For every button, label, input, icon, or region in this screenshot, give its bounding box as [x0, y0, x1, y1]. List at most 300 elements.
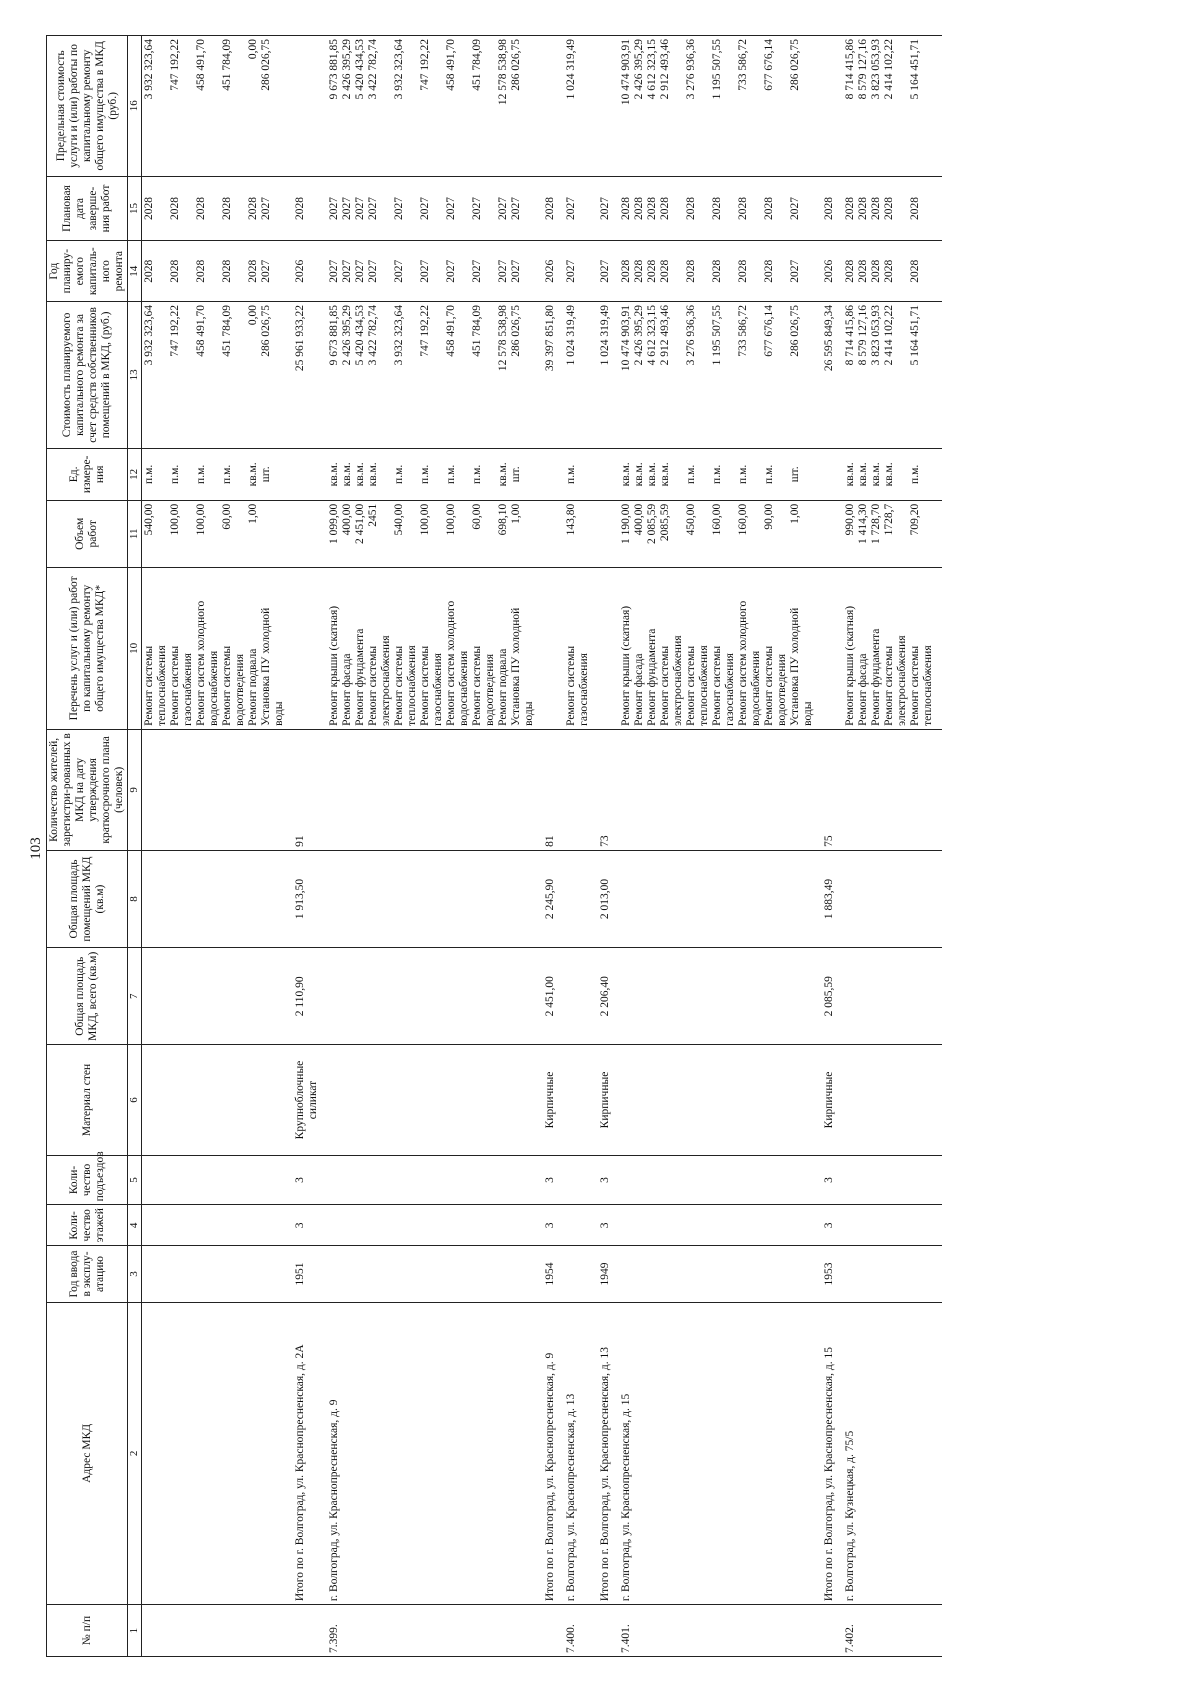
work-volume: 160,00	[711, 503, 723, 536]
work-cost: 1 024 319,49	[565, 304, 577, 366]
work-end-date: 2027	[354, 197, 366, 221]
column-header: Год планиру-емого капиталь-ного ремонта	[47, 241, 128, 302]
work-year: 2027	[497, 259, 509, 283]
work-limit: 677 676,14	[763, 39, 775, 91]
work-end-date: 2027	[789, 197, 801, 221]
work-cost: 747 192,22	[419, 304, 431, 357]
residents-count: 73	[599, 835, 611, 847]
work-cost: 2 912 493,46	[659, 304, 671, 366]
cell-col-12	[142, 448, 288, 500]
gap-cell	[936, 301, 942, 448]
work-limit: 1 024 319,49	[565, 39, 577, 100]
total-end-date: 2028	[544, 197, 556, 221]
cell-col-14	[293, 241, 321, 302]
work-name: Ремонт систем холодного	[195, 600, 207, 726]
address-block-row	[619, 36, 816, 1657]
column-number-row	[128, 36, 142, 1657]
column-header: Стоимость планируемого капитального ремонта за счет средств собственников помещений в МКД, (руб.)	[47, 301, 128, 448]
row-number: 7.399.	[328, 1624, 340, 1653]
column-number: 1	[128, 1605, 142, 1657]
work-cost: 0,00	[247, 304, 259, 326]
work-limit: 8 579 127,16	[857, 39, 869, 100]
cell-col-10	[327, 567, 537, 729]
cell-col-10	[543, 567, 558, 729]
gap-cell	[936, 850, 942, 947]
work-limit: 12 578 538,98	[497, 39, 509, 106]
work-end-date: 2028	[143, 197, 155, 221]
work-cost: 2 414 102,22	[883, 304, 895, 366]
cell-col-16	[293, 36, 321, 177]
cell-col-7	[564, 948, 592, 1045]
work-year: 2028	[221, 259, 233, 283]
cell-col-12	[619, 448, 816, 500]
row-number: 7.400.	[565, 1624, 577, 1653]
work-cost: 8 714 415,86	[844, 304, 856, 366]
cell-col-16	[598, 36, 613, 177]
work-name: воды	[523, 701, 535, 726]
cell-col-11	[564, 500, 592, 567]
work-year: 2027	[354, 259, 366, 283]
work-limit: 733 586,72	[737, 39, 749, 91]
cell-col-5	[619, 1155, 816, 1205]
work-unit: п.м.	[471, 464, 483, 484]
cell-col-7	[543, 948, 558, 1045]
work-year: 2028	[143, 259, 155, 283]
cell-col-15	[327, 176, 537, 241]
cell-col-7	[142, 948, 288, 1045]
cell-col-10	[843, 567, 936, 729]
residents-count: 75	[823, 835, 835, 847]
work-name: Ремонт фасада	[341, 653, 353, 726]
work-end-date: 2028	[620, 197, 632, 221]
work-limit: 3 823 053,93	[870, 39, 882, 100]
cell-col-8	[564, 850, 592, 947]
year-built: 1949	[599, 1262, 611, 1286]
cell-col-2	[327, 1302, 537, 1605]
address: г. Волгоград, ул. Кузнецкая, д. 75/5	[844, 1430, 856, 1602]
work-name: Ремонт системы	[471, 645, 483, 726]
work-end-date: 2027	[419, 197, 431, 221]
cell-col-12	[564, 448, 592, 500]
work-limit: 5 420 434,53	[354, 39, 366, 100]
work-volume: 143,80	[565, 503, 577, 536]
total-row	[293, 36, 321, 1657]
work-name: водоотведения	[234, 653, 246, 726]
cell-col-12	[822, 448, 837, 500]
work-cost: 5 420 434,53	[354, 304, 366, 366]
work-volume: 698,10	[497, 503, 509, 536]
cell-col-1	[293, 1605, 321, 1657]
cell-col-14	[543, 241, 558, 302]
cell-col-15	[619, 176, 816, 241]
cell-col-7	[822, 948, 837, 1045]
total-row	[822, 36, 837, 1657]
work-year: 2027	[341, 259, 353, 283]
work-unit: п.м.	[393, 464, 405, 484]
cell-col-10	[293, 567, 321, 729]
total-cost: 1 024 319,49	[599, 304, 611, 366]
work-unit: кв.м.	[857, 462, 869, 487]
cell-col-16	[327, 36, 537, 177]
address-block-row	[327, 36, 537, 1657]
wall-material: Крупноблочные	[294, 1060, 306, 1140]
total-address: Итого по г. Волгоград, ул. Краснопресненская, д. 13	[599, 1347, 611, 1602]
work-limit: 3 932 323,64	[143, 39, 155, 100]
total-address: Итого по г. Волгоград, ул. Краснопресненская, д. 15	[823, 1347, 835, 1602]
cell-col-9	[543, 729, 558, 850]
work-unit: п.м.	[195, 464, 207, 484]
work-unit: кв.м.	[354, 462, 366, 487]
work-unit: кв.м.	[646, 462, 658, 487]
work-name: Ремонт фундамента	[354, 628, 366, 726]
work-unit: п.м.	[565, 464, 577, 484]
cell-col-6	[822, 1045, 837, 1155]
cell-col-9	[327, 729, 537, 850]
work-volume: 100,00	[169, 503, 181, 536]
cell-col-11	[822, 500, 837, 567]
work-unit: п.м.	[685, 464, 697, 484]
work-unit: кв.м.	[497, 462, 509, 487]
cell-col-16	[543, 36, 558, 177]
cell-col-16	[142, 36, 288, 177]
cell-col-11	[327, 500, 537, 567]
column-header: Адрес МКД	[47, 1302, 128, 1605]
work-cost: 747 192,22	[169, 304, 181, 357]
work-unit: кв.м.	[620, 462, 632, 487]
cell-col-10	[598, 567, 613, 729]
gap-cell	[936, 241, 942, 302]
cell-col-2	[142, 1302, 288, 1605]
column-number: 2	[128, 1302, 142, 1605]
cell-col-4	[843, 1205, 936, 1246]
work-volume: 90,00	[763, 503, 775, 530]
column-number: 4	[128, 1205, 142, 1246]
cell-col-12	[293, 448, 321, 500]
cell-col-12	[327, 448, 537, 500]
work-cost: 733 586,72	[737, 304, 749, 357]
cell-col-10	[142, 567, 288, 729]
work-volume: 60,00	[221, 503, 233, 530]
cell-col-14	[327, 241, 537, 302]
work-year: 2028	[646, 259, 658, 283]
work-name: Ремонт системы	[393, 645, 405, 726]
column-number: 9	[128, 729, 142, 850]
total-address: Итого по г. Волгоград, ул. Краснопресненская, д. 9	[544, 1352, 556, 1602]
cell-col-7	[293, 948, 321, 1045]
cell-col-1	[543, 1605, 558, 1657]
work-cost: 12 578 538,98	[497, 304, 509, 372]
column-header: Предельная стоимость услуги и (или) работы по капитальному ремонту общего имущества в МКД (руб.)	[47, 36, 128, 177]
work-volume: 1 190,00	[620, 503, 632, 545]
work-year: 2028	[620, 259, 632, 283]
work-end-date: 2028	[857, 197, 869, 221]
address-block-row	[843, 36, 936, 1657]
total-year: 2026	[544, 259, 556, 283]
area-total: 2 451,00	[544, 976, 556, 1017]
cell-col-15	[598, 176, 613, 241]
work-end-date: 2028	[646, 197, 658, 221]
work-name: Ремонт крыши (скатная)	[620, 605, 632, 726]
work-name: теплоснабжения	[922, 645, 934, 726]
area-total: 2 085,59	[823, 976, 835, 1017]
cell-col-8	[598, 850, 613, 947]
cell-col-10	[564, 567, 592, 729]
work-limit: 0,00	[247, 39, 259, 60]
cell-col-3	[843, 1246, 936, 1302]
work-unit: кв.м.	[247, 462, 259, 487]
cell-col-6	[327, 1045, 537, 1155]
total-end-date: 2027	[599, 197, 611, 221]
total-cost: 25 961 933,22	[294, 304, 306, 372]
work-name: Установка ПУ холодной	[510, 607, 522, 726]
cell-col-15	[822, 176, 837, 241]
column-number: 8	[128, 850, 142, 947]
column-header: Перечень услуг и (или) работ по капитальному ремонту общего имущества МКД*	[47, 567, 128, 729]
cell-col-15	[543, 176, 558, 241]
work-cost: 677 676,14	[763, 304, 775, 357]
work-unit: п.м.	[169, 464, 181, 484]
column-number: 15	[128, 176, 142, 241]
work-unit: шт.	[510, 466, 522, 483]
cell-col-2	[822, 1302, 837, 1605]
row-gap	[936, 36, 942, 1657]
work-year: 2028	[659, 259, 671, 283]
entrances-count: 3	[544, 1177, 556, 1183]
total-address: Итого по г. Волгоград, ул. Краснопресненская, д. 2А	[294, 1344, 306, 1602]
work-name: газоснабжения	[182, 653, 194, 726]
work-cost: 458 491,70	[195, 304, 207, 357]
cell-col-13	[598, 301, 613, 448]
floors-count: 3	[823, 1222, 835, 1229]
repair-plan-table	[46, 35, 942, 1657]
work-end-date: 2027	[471, 197, 483, 221]
work-unit: п.м.	[445, 464, 457, 484]
column-number: 14	[128, 241, 142, 302]
work-end-date: 2027	[260, 197, 272, 221]
column-number: 6	[128, 1045, 142, 1155]
cell-col-2	[843, 1302, 936, 1605]
work-volume: 1 099,00	[328, 503, 340, 545]
work-name: Ремонт фасада	[633, 653, 645, 726]
cell-col-14	[619, 241, 816, 302]
total-row	[543, 36, 558, 1657]
address-block-row	[142, 36, 288, 1657]
work-volume: 990,00	[844, 503, 856, 536]
column-header: Год ввода в эксплу-атацию	[47, 1246, 128, 1302]
cell-col-8	[822, 850, 837, 947]
work-name: Ремонт крыши (скатная)	[844, 605, 856, 726]
total-end-date: 2028	[294, 197, 306, 221]
work-end-date: 2027	[367, 197, 379, 221]
cell-col-3	[619, 1246, 816, 1302]
cell-col-9	[564, 729, 592, 850]
work-volume: 540,00	[393, 503, 405, 536]
cell-col-13	[843, 301, 936, 448]
column-header: Количество жителей, зарегистри-рованных в МКД на дату утверждения краткосрочного плана (человек)	[47, 729, 128, 850]
work-name: Ремонт крыши (скатная)	[328, 605, 340, 726]
work-cost: 3 276 936,36	[685, 304, 697, 366]
cell-col-3	[293, 1246, 321, 1302]
work-year: 2028	[737, 259, 749, 283]
work-name: водоотведения	[484, 653, 496, 726]
work-volume: 709,20	[909, 503, 921, 536]
work-volume: 1728,7	[883, 503, 895, 536]
work-limit: 10 474 903,91	[620, 39, 632, 106]
work-name: Ремонт системы	[883, 645, 895, 726]
work-cost: 5 164 451,71	[909, 304, 921, 366]
work-end-date: 2028	[659, 197, 671, 221]
wall-material: Кирпичные	[823, 1071, 835, 1129]
cell-col-15	[564, 176, 592, 241]
work-name: Ремонт систем холодного	[737, 600, 749, 726]
cell-col-1	[843, 1605, 936, 1657]
cell-col-16	[843, 36, 936, 177]
work-end-date: 2028	[221, 197, 233, 221]
cell-col-3	[822, 1246, 837, 1302]
address: г. Волгоград, ул. Краснопресненская, д. 13	[565, 1393, 577, 1602]
work-name: Ремонт системы	[221, 645, 233, 726]
work-year: 2028	[711, 259, 723, 283]
work-year: 2028	[883, 259, 895, 283]
work-unit: кв.м.	[870, 462, 882, 487]
work-limit: 4 612 323,15	[646, 39, 658, 100]
work-volume: 100,00	[419, 503, 431, 536]
work-name: Ремонт подвала	[247, 648, 259, 726]
work-name: Ремонт подвала	[497, 648, 509, 726]
work-limit: 458 491,70	[195, 39, 207, 91]
work-limit: 451 784,09	[221, 39, 233, 91]
work-name: Ремонт системы	[143, 645, 155, 726]
entrances-count: 3	[823, 1177, 835, 1183]
cell-col-5	[598, 1155, 613, 1205]
cell-col-13	[822, 301, 837, 448]
work-year: 2028	[195, 259, 207, 283]
year-built: 1953	[823, 1262, 835, 1286]
work-cost: 8 579 127,16	[857, 304, 869, 366]
floors-count: 3	[544, 1222, 556, 1229]
page-number: 103	[28, 837, 44, 860]
work-unit: шт.	[789, 466, 801, 483]
column-header: Общая площадь МКД, всего (кв.м)	[47, 948, 128, 1045]
cell-col-5	[327, 1155, 537, 1205]
work-year: 2027	[510, 259, 522, 283]
work-limit: 747 192,22	[169, 39, 181, 91]
work-end-date: 2028	[763, 197, 775, 221]
gap-cell	[936, 1155, 942, 1205]
cell-col-13	[619, 301, 816, 448]
cell-col-6	[543, 1045, 558, 1155]
cell-col-7	[598, 948, 613, 1045]
cell-col-6	[843, 1045, 936, 1155]
work-name: Ремонт системы	[659, 645, 671, 726]
work-volume: 1,00	[510, 503, 522, 524]
work-end-date: 2028	[870, 197, 882, 221]
cell-col-12	[598, 448, 613, 500]
cell-col-5	[843, 1155, 936, 1205]
row-number: 7.402.	[844, 1624, 856, 1653]
cell-col-11	[598, 500, 613, 567]
total-end-date: 2028	[823, 197, 835, 221]
work-name: Ремонт системы	[565, 645, 577, 726]
work-cost: 1 195 507,55	[711, 304, 723, 366]
work-limit: 286 026,75	[510, 39, 522, 91]
cell-col-5	[822, 1155, 837, 1205]
work-name: водоснабжения	[208, 650, 220, 726]
row-number: 7.401.	[620, 1624, 632, 1653]
work-end-date: 2027	[341, 197, 353, 221]
work-name: Ремонт системы	[909, 645, 921, 726]
cell-col-1	[564, 1605, 592, 1657]
work-limit: 5 164 451,71	[909, 39, 921, 100]
column-number: 5	[128, 1155, 142, 1205]
work-unit: кв.м.	[659, 462, 671, 487]
cell-col-16	[619, 36, 816, 177]
column-number: 12	[128, 448, 142, 500]
work-limit: 451 784,09	[471, 39, 483, 91]
work-year: 2027	[565, 259, 577, 283]
column-number: 3	[128, 1246, 142, 1302]
total-cost: 26 595 849,34	[823, 304, 835, 372]
gap-cell	[936, 567, 942, 729]
cell-col-4	[619, 1205, 816, 1246]
cell-col-6	[142, 1045, 288, 1155]
work-year: 2028	[633, 259, 645, 283]
column-number: 11	[128, 500, 142, 567]
work-name: газоснабжения	[578, 653, 590, 726]
work-end-date: 2028	[909, 197, 921, 221]
address: г. Волгоград, ул. Краснопресненская, д. 9	[328, 1399, 340, 1602]
work-name: электроснабжения	[896, 635, 908, 726]
work-limit: 286 026,75	[789, 39, 801, 91]
column-header: № п/п	[47, 1605, 128, 1657]
work-name: газоснабжения	[432, 653, 444, 726]
work-unit: п.м.	[143, 464, 155, 484]
cell-col-7	[619, 948, 816, 1045]
column-header: Материал стен	[47, 1045, 128, 1155]
cell-col-9	[142, 729, 288, 850]
work-volume: 400,00	[341, 503, 353, 536]
work-limit: 458 491,70	[445, 39, 457, 91]
cell-col-14	[822, 241, 837, 302]
cell-col-10	[822, 567, 837, 729]
cell-col-11	[543, 500, 558, 567]
work-unit: п.м.	[763, 464, 775, 484]
cell-col-6	[564, 1045, 592, 1155]
work-unit: кв.м.	[883, 462, 895, 487]
work-cost: 10 474 903,91	[620, 304, 632, 372]
cell-col-1	[142, 1605, 288, 1657]
work-end-date: 2028	[685, 197, 697, 221]
cell-col-4	[564, 1205, 592, 1246]
cell-col-1	[327, 1605, 537, 1657]
total-year: 2026	[823, 259, 835, 283]
work-unit: п.м.	[221, 464, 233, 484]
work-end-date: 2028	[737, 197, 749, 221]
cell-col-4	[598, 1205, 613, 1246]
gap-cell	[936, 500, 942, 567]
work-year: 2028	[169, 259, 181, 283]
cell-col-12	[543, 448, 558, 500]
cell-col-6	[619, 1045, 816, 1155]
cell-col-2	[293, 1302, 321, 1605]
cell-col-4	[543, 1205, 558, 1246]
table-body	[142, 36, 943, 1657]
wall-material: силикат	[307, 1080, 319, 1120]
area-total: 2 110,90	[294, 976, 306, 1017]
work-year: 2028	[685, 259, 697, 283]
cell-col-6	[598, 1045, 613, 1155]
work-end-date: 2028	[195, 197, 207, 221]
